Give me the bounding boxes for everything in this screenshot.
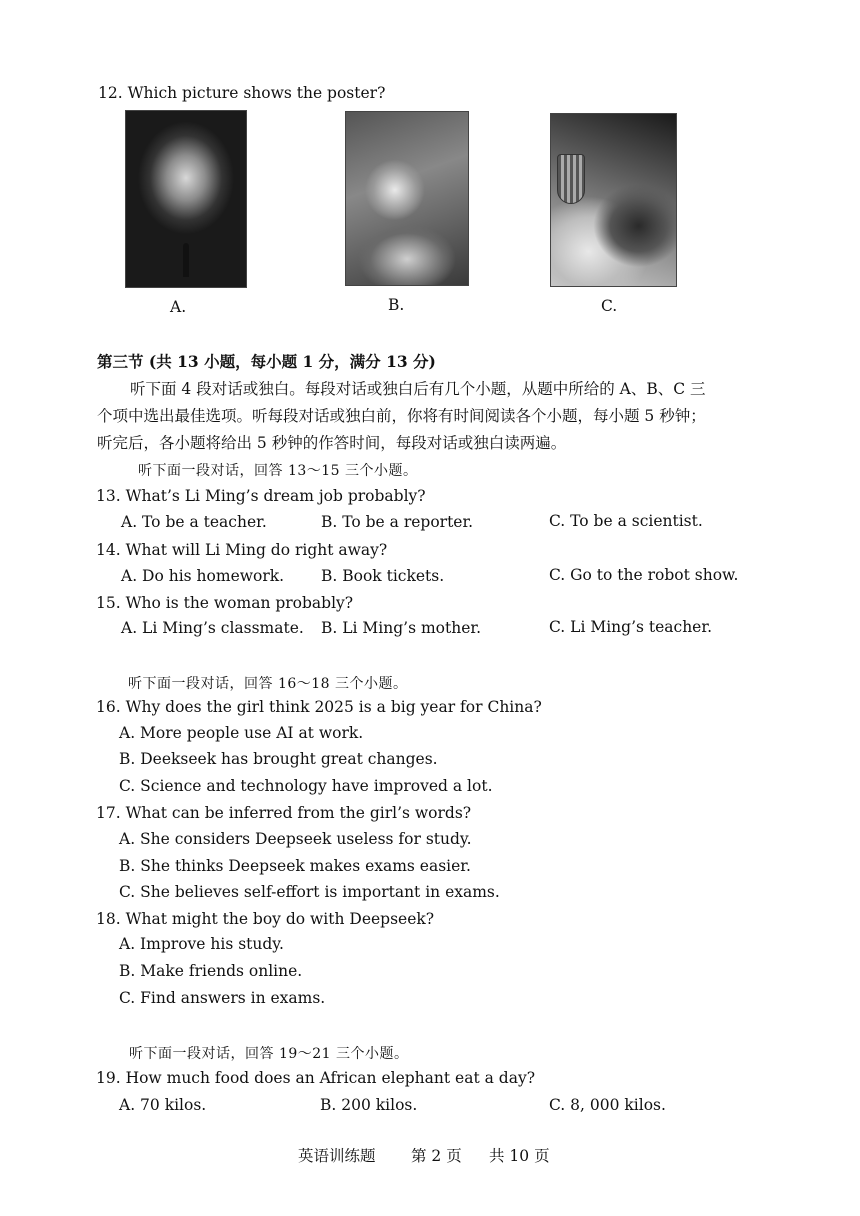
q16-option-a[interactable]: A. More people use AI at work. xyxy=(119,724,364,742)
q17-option-a[interactable]: A. She considers Deepseek useless for study. xyxy=(119,830,472,848)
q13-stem: 13. What’s Li Ming’s dream job probably? xyxy=(96,487,426,505)
q15-option-a[interactable]: A. Li Ming’s classmate. xyxy=(121,619,304,637)
footer-page-number: 第 2 页 xyxy=(411,1147,462,1165)
q19-option-a[interactable]: A. 70 kilos. xyxy=(119,1096,207,1114)
q17-option-c[interactable]: C. She believes self-effort is important in exams. xyxy=(119,883,500,901)
q16-stem: 16. Why does the girl think 2025 is a big year for China? xyxy=(96,698,542,716)
q19-option-c[interactable]: C. 8, 000 kilos. xyxy=(549,1096,666,1114)
q14-option-a[interactable]: A. Do his homework. xyxy=(121,567,285,585)
group3-instruction: 听下面一段对话，回答 19～21 三个小题。 xyxy=(129,1046,409,1062)
q18-option-b[interactable]: B. Make friends online. xyxy=(119,962,303,980)
q18-option-a[interactable]: A. Improve his study. xyxy=(119,935,284,953)
shield-shape xyxy=(557,154,585,204)
q17-option-b[interactable]: B. She thinks Deepseek makes exams easier. xyxy=(119,857,471,875)
q13-option-c[interactable]: C. To be a scientist. xyxy=(549,512,703,530)
section3-instruction-line3: 听完后，各小题将给出 5 秒钟的作答时间，每段对话或独白读两遍。 xyxy=(97,434,567,452)
footer-subject: 英语训练题 xyxy=(298,1147,376,1165)
group2-instruction: 听下面一段对话，回答 16～18 三个小题。 xyxy=(128,676,408,692)
section3-heading: 第三节 (共 13 小题，每小题 1 分，满分 13 分) xyxy=(97,352,436,371)
q13-option-a[interactable]: A. To be a teacher. xyxy=(121,513,267,531)
q19-option-b[interactable]: B. 200 kilos. xyxy=(320,1096,418,1114)
poster-option-a-image[interactable] xyxy=(125,110,247,288)
q15-stem: 15. Who is the woman probably? xyxy=(96,594,354,612)
q14-option-b[interactable]: B. Book tickets. xyxy=(321,567,445,585)
option-a-label[interactable]: A. xyxy=(170,298,187,316)
option-c-label[interactable]: C. xyxy=(601,297,618,315)
q13-option-b[interactable]: B. To be a reporter. xyxy=(321,513,474,531)
option-b-label[interactable]: B. xyxy=(388,296,405,314)
q14-stem: 14. What will Li Ming do right away? xyxy=(96,541,388,559)
q19-stem: 19. How much food does an African elephant eat a day? xyxy=(96,1069,536,1087)
q18-option-c[interactable]: C. Find answers in exams. xyxy=(119,989,326,1007)
section3-instruction-line1: 听下面 4 段对话或独白。每段对话或独白后有几个小题，从题中所给的 A、B、C 三 xyxy=(130,380,706,398)
q14-option-c[interactable]: C. Go to the robot show. xyxy=(549,566,739,584)
q15-option-c[interactable]: C. Li Ming’s teacher. xyxy=(549,618,712,636)
footer-total-pages: 共 10 页 xyxy=(489,1147,550,1165)
poster-option-c-image[interactable] xyxy=(550,113,677,287)
poster-option-b-image[interactable] xyxy=(345,111,469,286)
q15-option-b[interactable]: B. Li Ming’s mother. xyxy=(321,619,482,637)
q16-option-b[interactable]: B. Deekseek has brought great changes. xyxy=(119,750,438,768)
warrior-figure xyxy=(183,243,189,277)
q18-stem: 18. What might the boy do with Deepseek? xyxy=(96,910,435,928)
q12-stem: 12. Which picture shows the poster? xyxy=(98,84,386,102)
q17-stem: 17. What can be inferred from the girl’s words? xyxy=(96,804,472,822)
group1-instruction: 听下面一段对话，回答 13～15 三个小题。 xyxy=(138,463,418,479)
section3-instruction-line2: 个项中选出最佳选项。听每段对话或独白前，你将有时间阅读各个小题，每小题 5 秒钟； xyxy=(97,407,706,425)
q16-option-c[interactable]: C. Science and technology have improved a lot. xyxy=(119,777,493,795)
